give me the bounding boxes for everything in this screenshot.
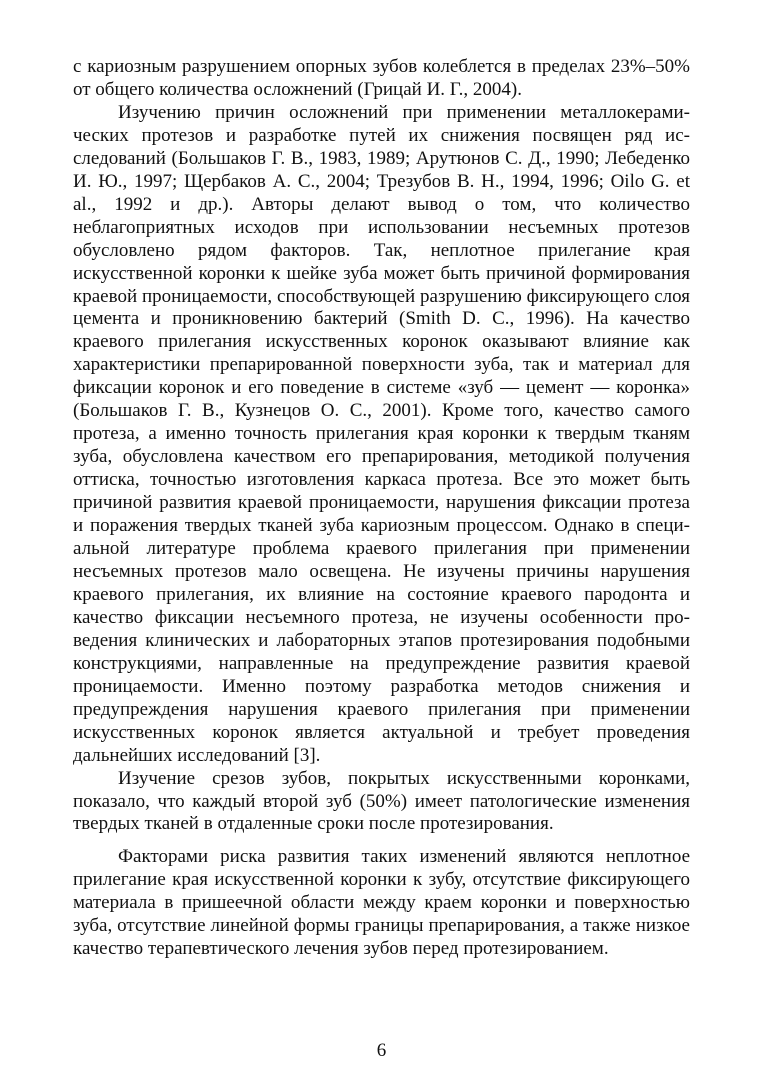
paragraph-continuation: с кариозным разрушением опорных зубов колеблется в пределах 23%–50% от общего количества осложнений (Грицай И. Г., 2004). xyxy=(73,56,690,100)
page-body xyxy=(73,56,690,961)
page-number: 6 xyxy=(376,1040,387,1061)
paragraph-tooth-sections: Изучение срезов зубов, покрытых искусственными коронками, показало, что каждый второй зуб (50%) имеет патологические изменения твердых тканей в отдаленные сроки после протезирования. xyxy=(73,767,690,835)
paragraph-complications-research: Изучению причин осложнений при применении металлокерамических протезов и разработке путей их снижения посвящен ряд исследований (Большаков Г. В., 1983, 1989; Арутюнов С. Д., 1990; Лебеденко И. Ю., 1997; Щербаков А. С., 2004; Трезубов В. Н., 1994, 1996; Oilo G. et al., 1992 и др.). Авторы делают вывод о том, что количество неблагоприятных исходов при использовании несъемных протезов обусловлено рядом факторов. Так, неплотное прилегание края искусственной коронки к шейке зуба может быть причиной формирования краевой проницаемости, способствующей разрушению фиксирующего слоя цемента и проникновению бактерий (Smith D. C., 1996). На качество краевого прилегания искусственных коронок оказывают влияние как характеристики препарированной поверхности зуба, так и материал для фиксации коронок и его поведение в системе «зуб — цемент — коронка» (Большаков Г. В., Кузнецов О. С., 2001). Кроме того, качество самого протеза, а именно точность прилегания края коронки к твердым тканям зуба, обусловлена качеством его препарирования, методикой получения оттиска, точностью изготовления каркаса протеза. Все это может быть причиной развития краевой проницаемости, нарушения фиксации протеза и поражения твердых тканей зуба кариозным процессом. Однако в специальной литературе проблема краевого прилегания при применении несъемных протезов мало освещена. Не изучены причины нарушения краевого прилегания, их влияние на состояние краевого пародонта и качество фиксации несъемного протеза, не изучены особенности проведения клинических и лабораторных этапов протезирования подобными конструкциями, направленные на предупреждение развития краевой проницаемости. Именно поэтому разработка методов снижения и предупреждения нарушения краевого прилегания при применении искусственных коронок является актуальной и требует проведения дальнейших исследований [3]. xyxy=(73,101,690,766)
paragraph-risk-factors: Факторами риска развития таких изменений являются неплотное прилегание края искусственной коронки к зубу, отсутствие фиксирующего материала в пришеечной области между краем коронки и поверхностью зуба, отсутствие линейной формы границы препарирования, а также низкое качество терапевтического лечения зубов перед протезированием. xyxy=(73,846,690,960)
